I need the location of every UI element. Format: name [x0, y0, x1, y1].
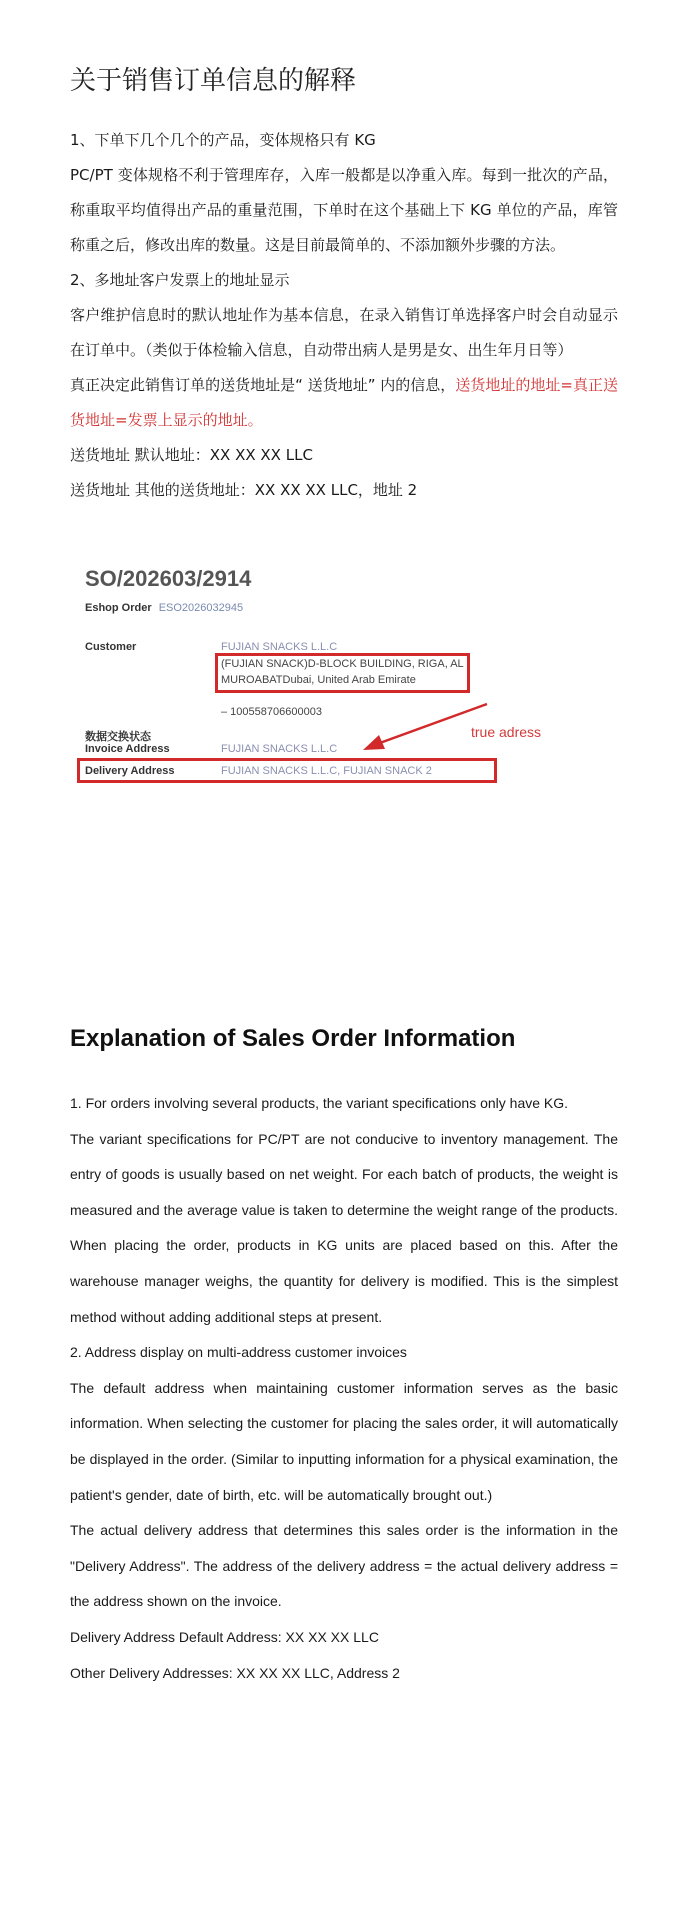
customer-address-1: (FUJIAN SNACK)D-BLOCK BUILDING, RIGA, AL [221, 658, 464, 670]
order-screenshot [75, 560, 545, 792]
cn-section [70, 123, 618, 508]
eshop-label: Eshop Order [85, 602, 152, 614]
en-p2-body: The default address when maintaining customer information serves as the basic information. When selecting the customer for placing the sales order, it will automatically be displayed in the order. (Similar to inputting information for a physical examination, the patient's gender, date of birth, etc. will be automatically brought out.) [70, 1379, 618, 1503]
cn-p3-red: 送货地址的地址=真正送货地址=发票上显示的地址。 [70, 376, 618, 429]
customer-phone: – 100558706600003 [221, 706, 322, 718]
en-p2-heading: 2. Address display on multi-address customer invoices [70, 1344, 407, 1361]
en-p1-body: The variant specifications for PC/PT are not conducive to inventory management. The entry of goods is usually based on net weight. For each batch of products, the weight is measured and the average value is taken to determine the weight range of the products. When placing the order, products in KG units are placed based on this. After the warehouse manager weighs, the quantity for delivery is modified. This is the simplest method without adding additional steps at present. [70, 1130, 618, 1325]
eshop-order [85, 602, 243, 614]
cn-p1-heading: 1、下单下几个几个的产品，变体规格只有 KG [70, 131, 376, 149]
en-line-default: Delivery Address Default Address: XX XX XX LLC [70, 1628, 379, 1645]
invoice-label: Invoice Address [85, 743, 170, 755]
cn-p3-prefix: 真正决定此销售订单的送货地址是“ 送货地址” 内的信息， [70, 376, 456, 394]
eshop-value: ESO2026032945 [158, 602, 244, 614]
cn-p2-heading: 2、多地址客户发票上的地址显示 [70, 271, 290, 289]
delivery-label: Delivery Address [85, 765, 175, 777]
en-line-other: Other Delivery Addresses: XX XX XX LLC, Address 2 [70, 1664, 400, 1681]
en-p1-heading: 1. For orders involving several products, the variant specifications only have KG. [70, 1095, 569, 1111]
customer-address-2: MUROABATDubai, United Arab Emirate [221, 674, 416, 686]
delivery-value: FUJIAN SNACKS L.L.C, FUJIAN SNACK 2 [221, 765, 432, 777]
en-section [70, 1086, 618, 1691]
cn-title: 关于销售订单信息的解释 [70, 66, 357, 96]
customer-address-highlight [215, 653, 470, 693]
delivery-address-highlight [77, 758, 497, 783]
cn-line-default: 送货地址 默认地址：XX XX XX LLC [70, 446, 313, 464]
so-number: SO/202603/2914 [85, 566, 252, 591]
true-address-annotation: true adress [471, 724, 542, 740]
cn-p1-body: PC/PT 变体规格不利于管理库存，入库一般都是以净重入库。每到一批次的产品，称重取平均值得出产品的重量范围，下单时在这个基础上下 KG 单位的产品，库管称重之后，修改出库的数量。这是目前最简单的、不添加额外步骤的方法。 [70, 166, 618, 254]
customer-label: Customer [85, 641, 137, 653]
cn-p2-body: 客户维护信息时的默认地址作为基本信息，在录入销售订单选择客户时会自动显示在订单中。（类似于体检输入信息，自动带出病人是男是女、出生年月日等） [70, 306, 618, 359]
cn-line-other: 送货地址 其他的送货地址：XX XX XX LLC，地址 2 [70, 481, 418, 499]
en-title: Explanation of Sales Order Information [70, 1025, 516, 1052]
en-p3: The actual delivery address that determines this sales order is the information in the "Delivery Address". The address of the delivery address = the actual delivery address = the address shown on the invoice. [70, 1522, 618, 1610]
customer-name: FUJIAN SNACKS L.L.C [221, 641, 338, 653]
cn-p3 [70, 368, 618, 438]
status-label: 数据交换状态 [85, 731, 151, 743]
invoice-value: FUJIAN SNACKS L.L.C [221, 743, 338, 755]
